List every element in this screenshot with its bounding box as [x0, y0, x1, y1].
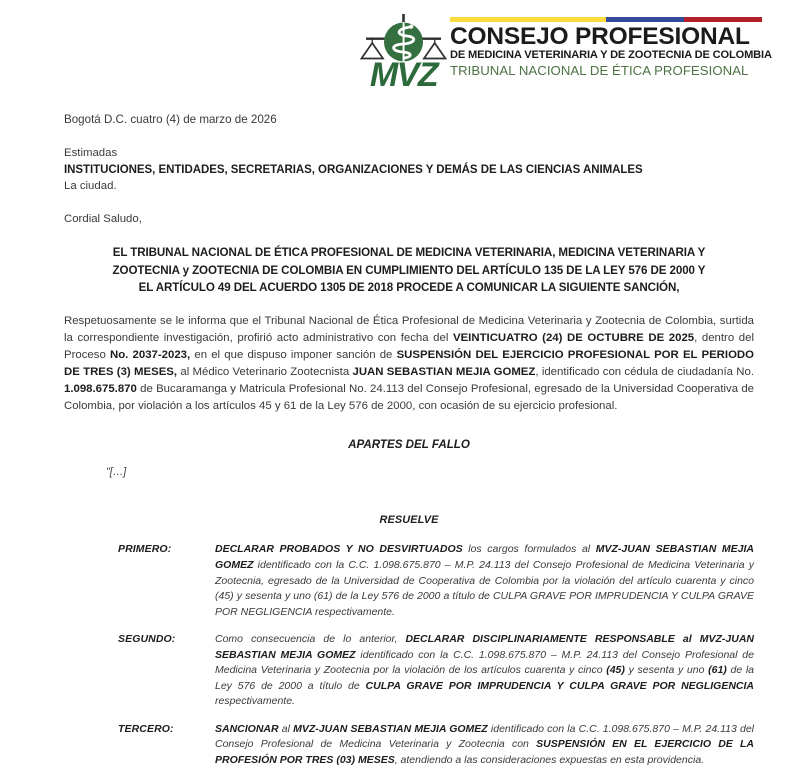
- resolutive-item-segment: y sesenta y uno: [624, 664, 709, 677]
- resolutive-item-segment: DECLARAR PROBADOS Y NO DESVIRTUADOS: [215, 543, 463, 556]
- resolutive-items-list: [64, 542, 754, 768]
- date-line: Bogotá D.C. cuatro (4) de marzo de 2026: [64, 113, 277, 126]
- colombia-flag-bar: [450, 17, 762, 22]
- resolutive-item-text: [215, 632, 754, 710]
- spacer: [64, 480, 754, 502]
- flag-stripe-yellow: [450, 17, 606, 22]
- flag-stripe-red: [684, 17, 762, 22]
- para-seg-3: , dentro del Proceso: [64, 331, 754, 362]
- org-name-tribunal: TRIBUNAL NACIONAL DE ÉTICA PROFESIONAL: [450, 62, 749, 78]
- resolutive-item-segment: respectivamente.: [215, 695, 295, 708]
- letterhead-text: [450, 12, 772, 79]
- resolutive-item: [118, 542, 754, 620]
- subject-title-block: [64, 244, 754, 295]
- para-seg-11: de Bucaramanga y Matricula Profesional No. 24.113 del Consejo Profesional, egresado de la Universidad Cooperativa de Colombia, por violación a los artículos 45 y 61 de la Ley 576 de 2000, con ocasión de su ejercicio profesional.: [64, 383, 754, 413]
- resolutive-item-segment: MVZ-JUAN SEBASTIAN MEJIA GOMEZ: [215, 543, 754, 571]
- spacer: [64, 296, 754, 313]
- salutation-prefix: Estimadas: [64, 147, 118, 160]
- para-seg-9: , identificado con cédula de ciudadanía No.: [535, 366, 754, 379]
- resolutive-item-text: [215, 542, 754, 620]
- city-line: La ciudad.: [64, 179, 117, 192]
- para-sanction-bold: SUSPENSIÓN DEL EJERCICIO PROFESIONAL POR EL PERIODO DE TRES (3) MESES,: [64, 349, 755, 379]
- subject-title-line-3: EL ARTÍCULO 49 DEL ACUERDO 1305 DE 2018 PROCEDE A COMUNICAR LA SIGUIENTE SANCIÓN,: [138, 280, 680, 294]
- org-name-primary: CONSEJO PROFESIONAL: [450, 23, 750, 50]
- svg-text:MVZ: MVZ: [369, 56, 438, 94]
- spacer: [64, 194, 754, 211]
- para-seg-5: en el que dispuso imponer sanción de: [190, 349, 397, 362]
- flag-stripe-blue: [606, 17, 684, 22]
- resolutive-item-segment: de la Ley 576 de 2000 a título de: [215, 664, 755, 692]
- spacer: [64, 128, 754, 145]
- resolutive-item-text: [215, 722, 754, 769]
- para-id-number: 1.098.675.870: [64, 383, 137, 396]
- resolutive-item-label: TERCERO:: [118, 722, 174, 735]
- resolutive-item-segment: , atendiendo a las consideraciones expuestas en esta providencia.: [394, 753, 705, 766]
- spacer: [64, 227, 754, 244]
- subject-title-line-2: ZOOTECNIA y ZOOTECNIA DE COLOMBIA EN CUMPLIMIENTO DEL ARTÍCULO 135 DE LA LEY 576 DE 2000 Y: [112, 263, 706, 277]
- resolutive-item-segment: (45): [606, 664, 625, 677]
- quote-open-marker: "[…]: [106, 465, 127, 478]
- greeting-line: Cordial Saludo,: [64, 213, 142, 226]
- resolutive-item-segment: Como consecuencia de lo anterior,: [215, 633, 406, 646]
- resolutive-item-segment: DECLARAR DISCIPLINARIAMENTE RESPONSABLE al MVZ-JUAN SEBASTIAN MEJIA GOMEZ: [215, 633, 754, 661]
- apartes-heading: APARTES DEL FALLO: [348, 438, 470, 452]
- resolutive-item-segment: los cargos formulados al: [462, 543, 596, 556]
- resolutive-item-label: PRIMERO:: [118, 543, 172, 556]
- spacer: [64, 415, 754, 437]
- main-paragraph: [64, 313, 754, 416]
- resolutive-item: [118, 632, 754, 710]
- cpmvz-scales-caduceus-emblem: [358, 12, 450, 96]
- para-date-bold: VEINTICUATRO (24) DE OCTUBRE DE 2025: [452, 331, 695, 344]
- resolutive-item-segment: identificado con la C.C. 1.098.675.870 – M.P. 24.113 del Consejo Profesional de Medicina Veterinaria y Zootecnia con: [215, 722, 755, 751]
- para-case-number: No. 2037-2023,: [109, 349, 191, 362]
- resolutive-item-segment: identificado con la C.C. 1.098.675.870 – M.P. 24.113 del Consejo Profesional de Medicina Veterinaria y Zootecnia, egresado de la Universidad de Cooperativa de Colombia por la violación del artículo cuarenta y cinco (45) y sesenta y uno (61) de la Ley 576 de 2000 a título de CULPA GRAVE POR IMPRUDENCIA Y CULPA GRAVE POR NEGLIGENCIA respectivamente.: [215, 558, 754, 618]
- para-person-name: JUAN SEBASTIAN MEJIA GOMEZ: [352, 366, 536, 379]
- para-seg-7: al Médico Veterinario Zootecnista: [177, 366, 353, 379]
- subject-title-line-1: EL TRIBUNAL NACIONAL DE ÉTICA PROFESIONAL DE MEDICINA VETERINARIA, MEDICINA VETERINARIA Y: [112, 246, 706, 260]
- spacer: [64, 502, 754, 513]
- document-body: [64, 112, 754, 780]
- spacer: [64, 454, 754, 465]
- resolutive-item-segment: MVZ-JUAN SEBASTIAN MEJIA GOMEZ: [293, 722, 488, 735]
- addressee-line: INSTITUCIONES, ENTIDADES, SECRETARIAS, ORGANIZACIONES Y DEMÁS DE LAS CIENCIAS ANIMALES: [64, 163, 643, 176]
- resolutive-item-segment: CULPA GRAVE POR IMPRUDENCIA Y CULPA GRAVE POR NEGLIGENCIA: [365, 679, 754, 692]
- org-name-secondary: DE MEDICINA VETERINARIA Y DE ZOOTECNIA DE COLOMBIA: [450, 48, 772, 61]
- resolutive-item-segment: SANCIONAR: [215, 722, 279, 735]
- resolutive-item-segment: SUSPENSIÓN EN EL EJERCICIO DE LA PROFESIÓN POR TRES (03) MESES: [215, 738, 754, 766]
- resolutive-item-segment: (61): [708, 664, 727, 677]
- resolutive-item-segment: al: [278, 722, 294, 735]
- para-seg-1: Respetuosamente se le informa que el Tribunal Nacional de Ética Profesional de Medicina Veterinaria y Zootecnia de Colombia, surtida la correspondiente investigación, profirió acto administrativo con fecha del: [64, 314, 754, 344]
- letterhead: [358, 12, 772, 96]
- resolutive-item-label: SEGUNDO:: [118, 633, 176, 646]
- resolutive-item: [118, 722, 754, 769]
- resuelve-heading: RESUELVE: [379, 513, 439, 526]
- resolutive-item-segment: identificado con la C.C. 1.098.675.870 – M.P. 24.113 del Consejo Profesional de Medicina Veterinaria y Zootecnia por la violación de los artículos cuarenta y cinco: [215, 648, 754, 677]
